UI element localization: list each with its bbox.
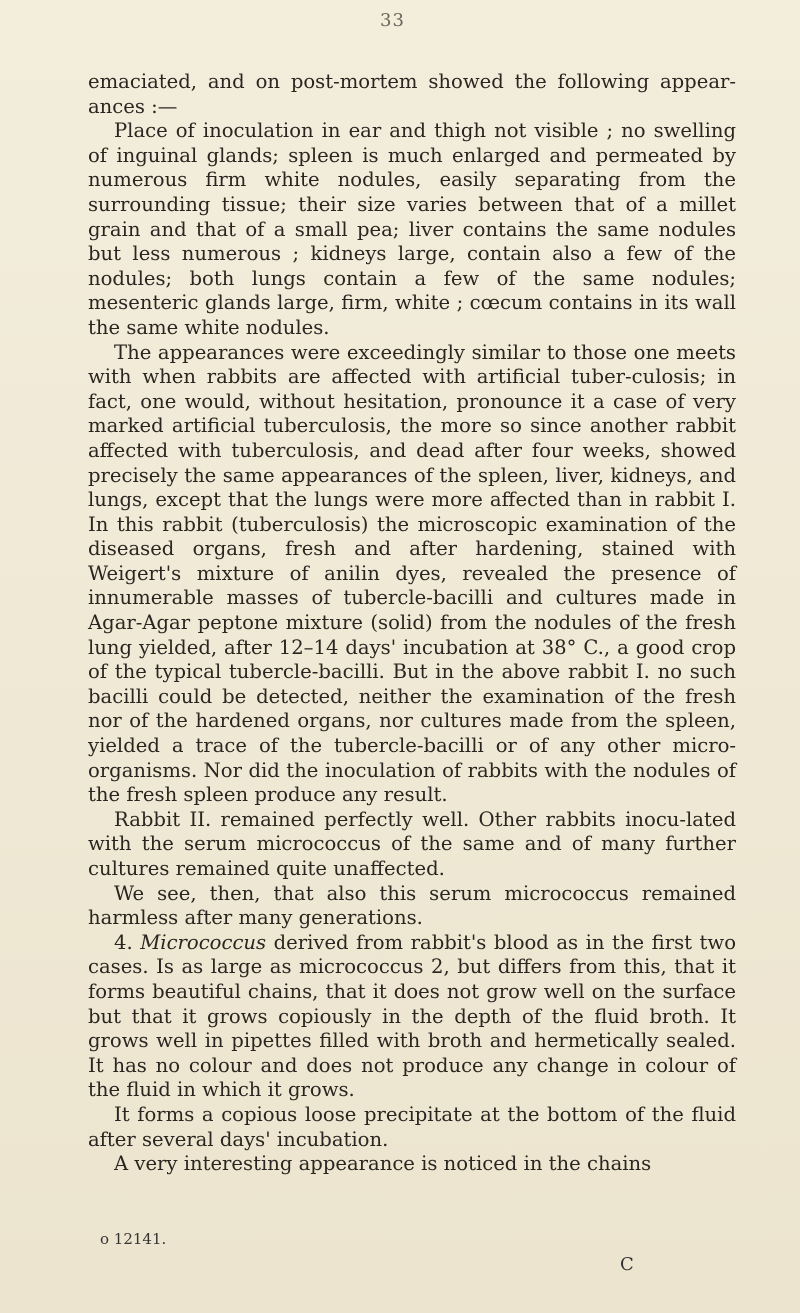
paragraph-intro: emaciated, and on post-mortem showed the following appear-ances :— bbox=[88, 70, 736, 118]
printer-signature: o 12141. bbox=[100, 1230, 167, 1248]
paragraph-item-4 bbox=[88, 931, 736, 1103]
paragraph-comparison: The appearances were exceedingly similar to those one meets with when rabbits are affected with artificial tuber-culosis; in fact, one would, without hesitation, pronounce it a case of very marked artificial tuberculosis, the more so since another rabbit affected with tuberculosis, and dead after four weeks, showed precisely the same appearances of the spleen, liver, kidneys, and lungs, except that the lungs were more affected than in rabbit I. In this rabbit (tuberculosis) the microscopic examination of the diseased organs, fresh and after hardening, stained with Weigert's mixture of anilin dyes, revealed the presence of innumerable masses of tubercle-bacilli and cultures made in Agar-Agar peptone mixture (solid) from the nodules of the fresh lung yielded, after 12–14 days' incubation at 38° C., a good crop of the typical tubercle-bacilli. But in the above rabbit I. no such bacilli could be detected, neither the examination of the fresh nor of the hardened organs, nor cultures made from the spleen, yielded a trace of the tubercle-bacilli or of any other micro-organisms. Nor did the inoculation of rabbits with the nodules of the fresh spleen produce any result. bbox=[88, 340, 736, 807]
paragraph-chains: A very interesting appearance is noticed in the chains bbox=[114, 1152, 652, 1176]
item-title: Micrococcus bbox=[140, 930, 267, 954]
paragraph-rabbit-two: Rabbit II. remained perfectly well. Other rabbits inocu-lated with the serum micrococcus of the same and of many further cultures remained quite unaffected. bbox=[88, 807, 736, 880]
signature-letter: C bbox=[620, 1254, 634, 1275]
paragraph-findings: Place of inoculation in ear and thigh not visible ; no swelling of inguinal glands; spleen is much enlarged and permeated by numerous firm white nodules, easily separating from the surrounding tissue; their size varies between that of a millet grain and that of a small pea; liver contains the same nodules but less numerous ; kidneys large, contain also a few of the nodules; both lungs contain a few of the same nodules; mesenteric glands large, firm, white ; cœcum contains in its wall the same white nodules. bbox=[88, 119, 736, 339]
item-text: derived from rabbit's blood as in the first two cases. Is as large as micrococcus 2, but differs from this, that it forms beautiful chains, that it does not grow well on the surface but that it grows copiously in the depth of the fluid broth. It grows well in pipettes filled with broth and hermetically sealed. It has no colour and does not produce any change in colour of the fluid in which it grows. bbox=[88, 930, 736, 1102]
body-text bbox=[88, 70, 736, 1177]
item-number: 4. bbox=[114, 930, 133, 954]
paragraph-precipitate: It forms a copious loose precipitate at the bottom of the fluid after several days' incubation. bbox=[88, 1102, 736, 1151]
page-footer bbox=[100, 1230, 700, 1290]
page-number: 33 bbox=[380, 10, 405, 31]
paragraph-conclusion: We see, then, that also this serum micrococcus remained harmless after many generations. bbox=[88, 881, 736, 930]
